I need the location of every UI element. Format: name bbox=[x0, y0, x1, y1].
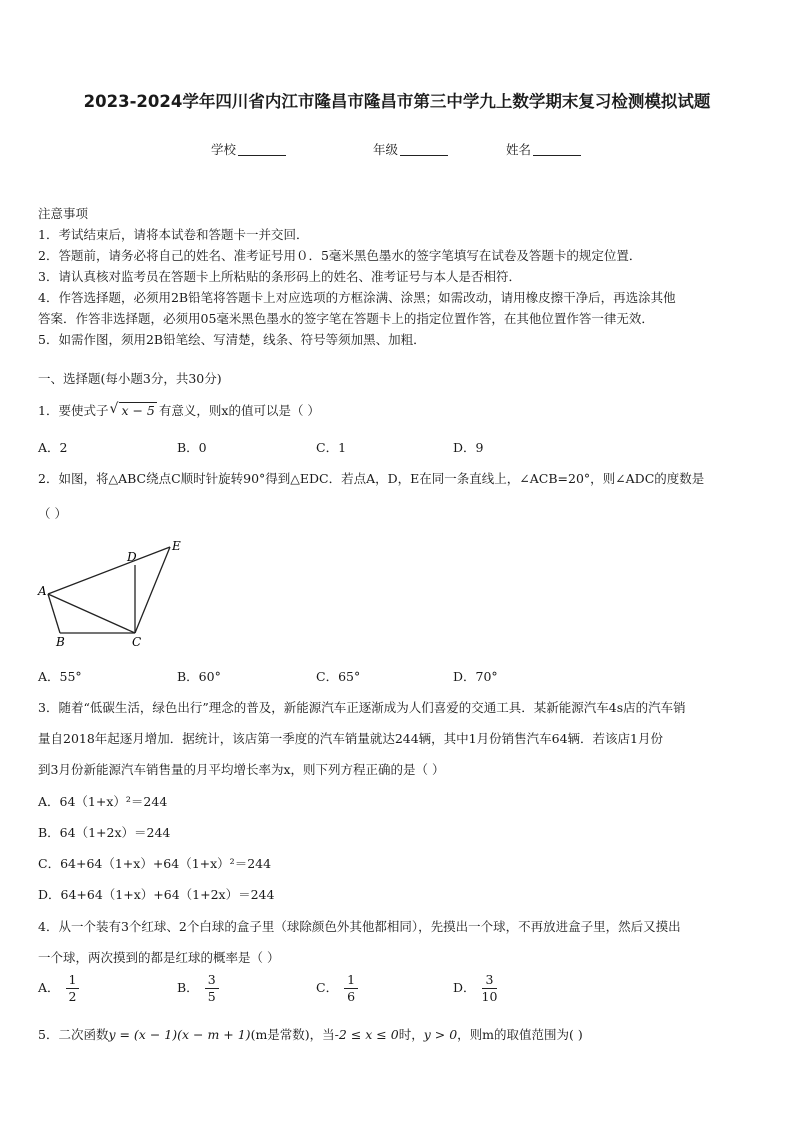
label-e: E bbox=[172, 539, 181, 553]
fraction: $\frac{3}{5}$ bbox=[205, 972, 219, 1005]
triangle-figure bbox=[30, 535, 200, 650]
fraction: $\frac{3}{10}$ bbox=[481, 972, 498, 1004]
q3-option-c: C．64+64（1+x）+64（1+x）²＝244 bbox=[38, 856, 272, 871]
school-blank bbox=[238, 143, 286, 156]
q2-option-c: C．65° bbox=[316, 669, 361, 684]
q4-option-d: D． $\frac{3}{10}$ bbox=[453, 972, 498, 1004]
note-item: 答案．作答非选择题，必须用05毫米黑色墨水的签字笔在答题卡上的指定位置作答，在其他位置作答一律无效． bbox=[38, 311, 654, 326]
q2-option-d: D．70° bbox=[453, 669, 498, 684]
q1-option-c: C．1 bbox=[316, 440, 347, 455]
label-b: B bbox=[56, 635, 65, 649]
label-d: D bbox=[127, 550, 137, 564]
note-item: 5．如需作图，须用2B铅笔绘、写清楚，线条、符号等须加黑、加粗． bbox=[38, 332, 426, 347]
question-2-line2: （ ） bbox=[38, 506, 67, 521]
q4-option-c: C． $\frac{1}{6}$ bbox=[316, 972, 358, 1005]
name-field: 姓名 bbox=[506, 140, 581, 158]
question-3-line3: 到3月份新能源汽车销售量的月平均增长率为x，则下列方程正确的是（ ） bbox=[38, 762, 445, 777]
segment-ae bbox=[48, 547, 170, 594]
question-4-line2: 一个球，两次摸到的都是红球的概率是（ ） bbox=[38, 950, 280, 965]
q4-option-a: A． $\frac{1}{2}$ bbox=[38, 972, 79, 1005]
segment-ab bbox=[48, 594, 60, 633]
sqrt-expression: √ x − 5 bbox=[110, 403, 156, 418]
label-a: A bbox=[38, 584, 47, 598]
q1-option-d: D．9 bbox=[453, 440, 484, 455]
segment-ec bbox=[135, 547, 170, 633]
section-heading: 一、选择题(每小题3分，共30分) bbox=[38, 371, 222, 386]
fraction: $\frac{1}{2}$ bbox=[66, 972, 80, 1005]
q2-option-a: A．55° bbox=[38, 669, 82, 684]
question-5: 5．二次函数y = (x − 1)(x − m + 1)(m是常数)，当-2 ≤ x ≤ 0时，y > 0，则m的取值范围为( ) bbox=[38, 1027, 583, 1042]
note-item: 2．答题前，请务必将自己的姓名、准考证号用０．5毫米黑色墨水的签字笔填写在试卷及答题卡的规定位置． bbox=[38, 248, 642, 263]
label-c: C bbox=[132, 635, 142, 649]
school-field: 学校 bbox=[211, 140, 286, 158]
name-blank bbox=[533, 143, 581, 156]
question-2-line1: 2．如图，将△ABC绕点C顺时针旋转90°得到△EDC．若点A，D，E在同一条直线上，∠ACB=20°，则∠ADC的度数是 bbox=[38, 471, 705, 486]
q1-option-b: B．0 bbox=[177, 440, 207, 455]
segment-ac bbox=[48, 594, 135, 633]
page-title: 2023-2024学年四川省内江市隆昌市隆昌市第三中学九上数学期末复习检测模拟试题 bbox=[83, 92, 711, 111]
condition: -2 ≤ x ≤ 0 bbox=[334, 1027, 399, 1042]
q3-option-a: A．64（1+x）²＝244 bbox=[38, 794, 168, 809]
q2-option-b: B．60° bbox=[177, 669, 221, 684]
question-1: 1．要使式子√ x − 5 有意义，则x的值可以是（ ） bbox=[38, 401, 320, 419]
q4-option-b: B． $\frac{3}{5}$ bbox=[177, 972, 219, 1005]
grade-field: 年级 bbox=[373, 140, 448, 158]
condition-y: y > 0 bbox=[423, 1027, 458, 1042]
question-3-line2: 量自2018年起逐月增加．据统计，该店第一季度的汽车销量就达244辆，其中1月份销售汽车64辆．若该店1月份 bbox=[38, 731, 663, 746]
grade-blank bbox=[400, 143, 448, 156]
q1-option-a: A．2 bbox=[38, 440, 68, 455]
q3-option-d: D．64+64（1+x）+64（1+2x）＝244 bbox=[38, 887, 275, 902]
note-item: 1．考试结束后，请将本试卷和答题卡一并交回． bbox=[38, 227, 309, 242]
formula: y = (x − 1)(x − m + 1) bbox=[108, 1027, 251, 1042]
notes-heading: 注意事项 bbox=[38, 206, 89, 221]
note-item: 4．作答选择题，必须用2B铅笔将答题卡上对应选项的方框涂满、涂黑；如需改动，请用橡皮擦干净后，再选涂其他 bbox=[38, 290, 676, 305]
note-item: 3．请认真核对监考员在答题卡上所粘贴的条形码上的姓名、准考证号与本人是否相符． bbox=[38, 269, 521, 284]
question-4-line1: 4．从一个装有3个红球、2个白球的盒子里（球除颜色外其他都相同），先摸出一个球，不再放进盒子里，然后又摸出 bbox=[38, 919, 681, 934]
q3-option-b: B．64（1+2x）＝244 bbox=[38, 825, 171, 840]
question-3-line1: 3．随着“低碳生活，绿色出行”理念的普及，新能源汽车正逐渐成为人们喜爱的交通工具．某新能源汽车4s店的汽车销 bbox=[38, 700, 686, 715]
fraction: $\frac{1}{6}$ bbox=[344, 972, 358, 1005]
